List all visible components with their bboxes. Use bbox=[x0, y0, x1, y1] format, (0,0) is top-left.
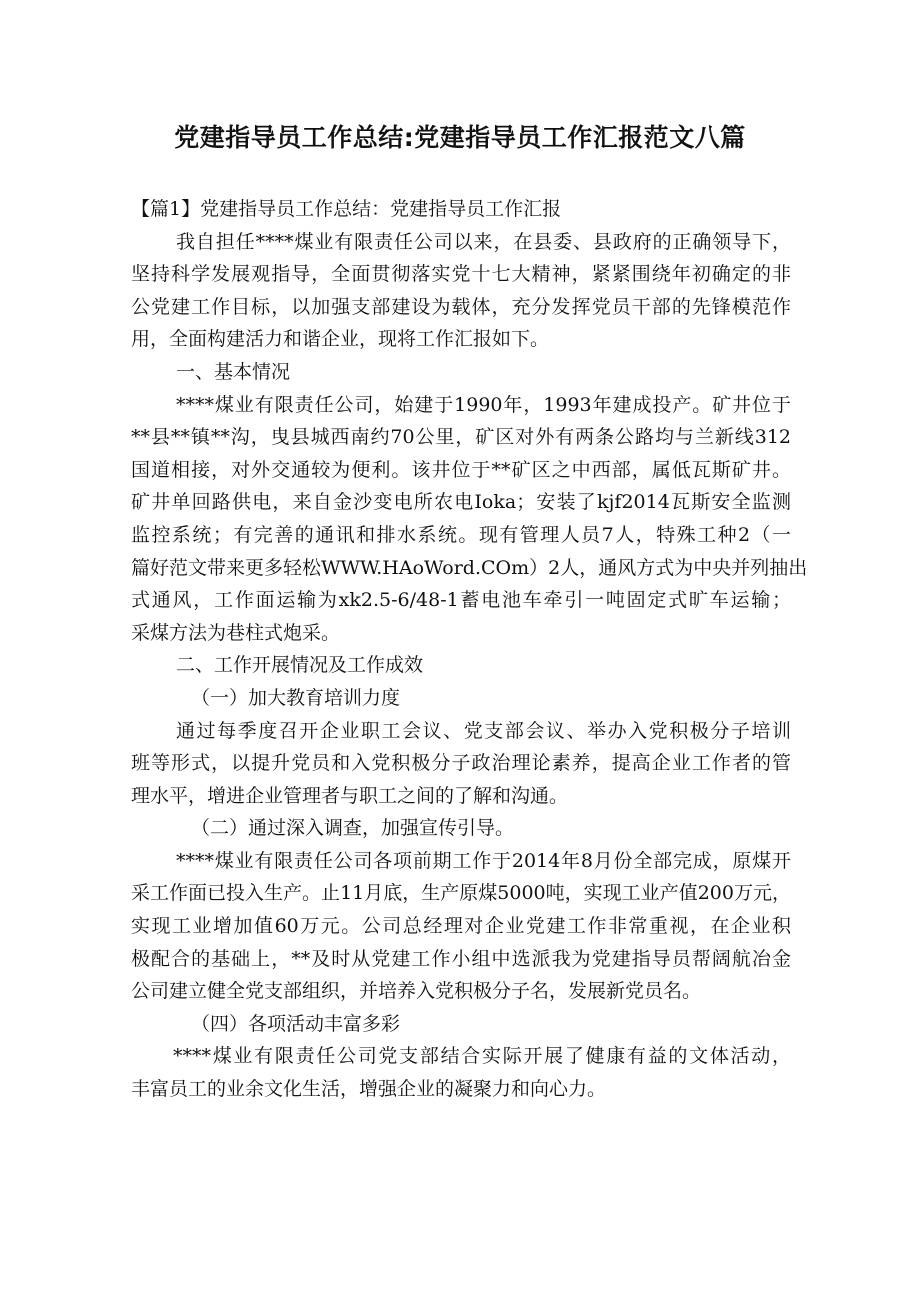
subsection-heading: （一）加大教育培训力度 bbox=[191, 686, 401, 709]
paragraph-line: 理水平，增进企业管理者与职工之间的了解和沟通。 bbox=[131, 784, 569, 807]
document-title: 党建指导员工作总结:党建指导员工作汇报范文八篇 bbox=[174, 123, 746, 152]
subsection-heading: （二）通过深入调查，加强宣传引导。 bbox=[191, 817, 515, 840]
paragraph-line: ****煤业有限责任公司党支部结合实际开展了健康有益的文体活动， bbox=[173, 1045, 791, 1068]
section-heading: 【篇1】党建指导员工作总结：党建指导员工作汇报 bbox=[131, 198, 562, 220]
paragraph-line: 我自担任****煤业有限责任公司以来，在县委、县政府的正确领导下， bbox=[176, 230, 791, 253]
paragraph-line: ****煤业有限责任公司各项前期工作于2014年8月份全部完成，原煤开 bbox=[176, 849, 791, 872]
paragraph-line: 采煤方法为巷柱式炮采。 bbox=[131, 621, 341, 644]
paragraph-line: 公党建工作目标，以加强支部建设为载体，充分发挥党员干部的先锋模范作 bbox=[131, 295, 791, 318]
subsection-heading: （四）各项活动丰富多彩 bbox=[191, 1012, 401, 1035]
paragraph-line: 坚持科学发展观指导，全面贯彻落实党十七大精神，紧紧围绕年初确定的非 bbox=[131, 263, 791, 286]
paragraph-line: 用，全面构建活力和谐企业，现将工作汇报如下。 bbox=[131, 328, 550, 351]
paragraph-line: 班等形式，以提升党员和入党积极分子政治理论素养，提高企业工作者的管 bbox=[131, 752, 791, 775]
paragraph-line: 国道相接，对外交通较为便利。该井位于**矿区之中西部，属低瓦斯矿井。 bbox=[131, 458, 791, 481]
paragraph-line: ****煤业有限责任公司，始建于1990年，1993年建成投产。矿井位于 bbox=[176, 393, 791, 416]
document-body bbox=[131, 193, 808, 1106]
paragraph-line: 采工作面已投入生产。止11月底，生产原煤5000吨，实现工业产值200万元， bbox=[131, 882, 791, 905]
paragraph-line: 式通风，工作面运输为xk2.5-6/48-1蓄电池车牵引一吨固定式旷车运输； bbox=[131, 589, 791, 612]
paragraph-line: **县**镇**沟，曳县城西南约70公里，矿区对外有两条公路均与兰新线312 bbox=[131, 426, 791, 449]
paragraph-line: 矿井单回路供电，来自金沙变电所农电Ioka；安装了kjf2014瓦斯安全监测 bbox=[131, 491, 791, 514]
subsection-heading: 二、工作开展情况及工作成效 bbox=[176, 654, 424, 677]
paragraph-line: 丰富员工的业余文化生活，增强企业的凝聚力和向心力。 bbox=[131, 1078, 607, 1101]
paragraph-line: 公司建立健全党支部组织，并培养入党积极分子名，发展新党员名。 bbox=[131, 980, 702, 1003]
paragraph-line: 篇好范文带来更多轻松WWW.HAoWord.COm）2人，通风方式为中央并列抽出 bbox=[131, 556, 808, 579]
subsection-heading: 一、基本情况 bbox=[176, 360, 291, 383]
paragraph-line: 实现工业增加值60万元。公司总经理对企业党建工作非常重视，在企业积 bbox=[131, 915, 791, 938]
paragraph-line: 极配合的基础上，**及时从党建工作小组中选派我为党建指导员帮阔航冶金 bbox=[131, 947, 791, 970]
paragraph-line: 通过每季度召开企业职工会议、党支部会议、举办入党积极分子培训 bbox=[176, 719, 791, 742]
paragraph-line: 监控系统；有完善的通讯和排水系统。现有管理人员7人，特殊工种2（一 bbox=[131, 523, 791, 546]
